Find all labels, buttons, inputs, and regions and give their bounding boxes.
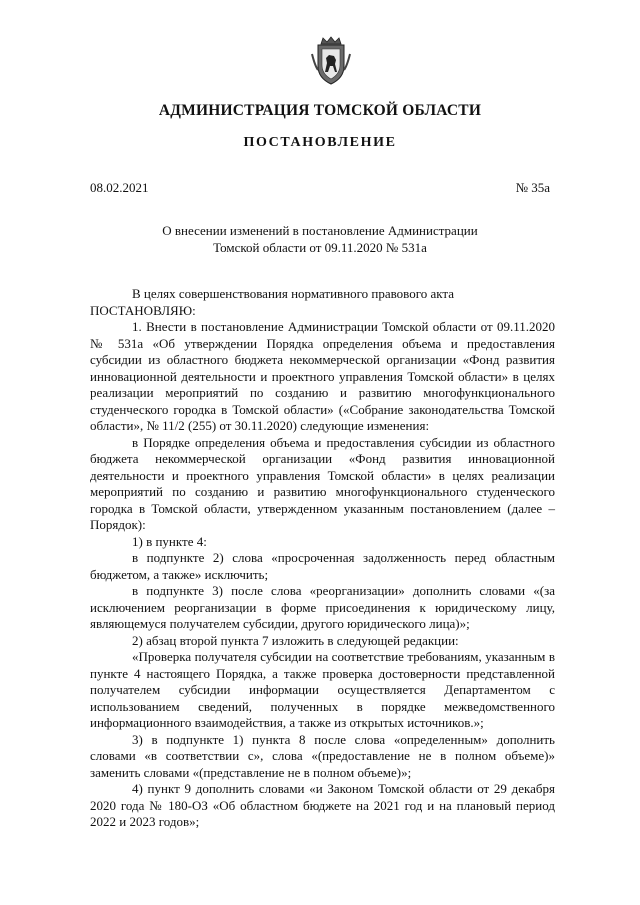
- paragraph: «Проверка получателя субсидии на соответствие требованиям, указанным в пункте 4 настоящего Порядка, а также проверка достоверности представленной получателем субсидии информации осуществляется Департаментом с использованием сведений, полученных в порядке межведомственного информационного взаимодействия, а также из открытых источников.»;: [90, 649, 555, 730]
- paragraph: ПОСТАНОВЛЯЮ:: [90, 302, 196, 318]
- subject-line: О внесении изменений в постановление Администрации: [162, 223, 478, 238]
- subject-line: Томской области от 09.11.2020 № 531а: [213, 240, 427, 255]
- paragraph: 4) пункт 9 дополнить словами «и Законом Томской области от 29 декабря 2020 года № 180-ОЗ «Об областном бюджете на 2021 год и на плановый период 2022 и 2023 годов»;: [90, 781, 555, 829]
- paragraph: 1. Внести в постановление Администрации Томской области от 09.11.2020 № 531а «Об утверждении Порядка определения объема и предоставления субсидии из областного бюджета некоммерческой организации «Фонд развития инновационной деятельности и проектного управления Томской области» в целях реализации мероприятий по созданию и развитию многофункционального студенческого городка в Томской области» («Собрание законодательства Томской области», № 11/2 (255) от 30.11.2020) следующие изменения:: [90, 319, 555, 433]
- paragraph: 1) в пункте 4:: [132, 533, 207, 549]
- paragraph: в подпункте 2) слова «просроченная задолженность перед областным бюджетом, а также» исключить;: [90, 550, 555, 582]
- paragraph: 2) абзац второй пункта 7 изложить в следующей редакции:: [132, 632, 459, 648]
- paragraph: в подпункте 3) после слова «реорганизации» дополнить словами «(за исключением реорганизации в форме присоединения к юридическому лицу, являющемуся получателем субсидии, другого юридического лица)»;: [90, 583, 555, 631]
- paragraph: 3) в подпункте 1) пункта 8 после слова «определенным» дополнить словами «в соответствии с», слова «(предоставление не в полном объеме)» заменить словами «(представление не в полном объеме)»;: [90, 731, 555, 780]
- coat-of-arms-icon: [308, 36, 354, 86]
- organization-title: АДМИНИСТРАЦИЯ ТОМСКОЙ ОБЛАСТИ: [158, 102, 482, 119]
- document-date: 08.02.2021: [90, 180, 149, 195]
- paragraph: В целях совершенствования нормативного правового акта: [132, 286, 455, 301]
- paragraph: в Порядке определения объема и предоставления субсидии из областного бюджета некоммерческой организации «Фонд развития инновационной деятельности и проектного управления Томской области» в целях реализации мероприятий по созданию и развитию многофункционального студенческого городка в Томской области, утвержденном указанным постановлением (далее – Порядок):: [90, 434, 555, 532]
- document-type: ПОСТАНОВЛЕНИЕ: [243, 135, 397, 150]
- document-body: [90, 286, 555, 831]
- document-subject: [150, 222, 490, 256]
- document-number: № 35а: [515, 180, 550, 195]
